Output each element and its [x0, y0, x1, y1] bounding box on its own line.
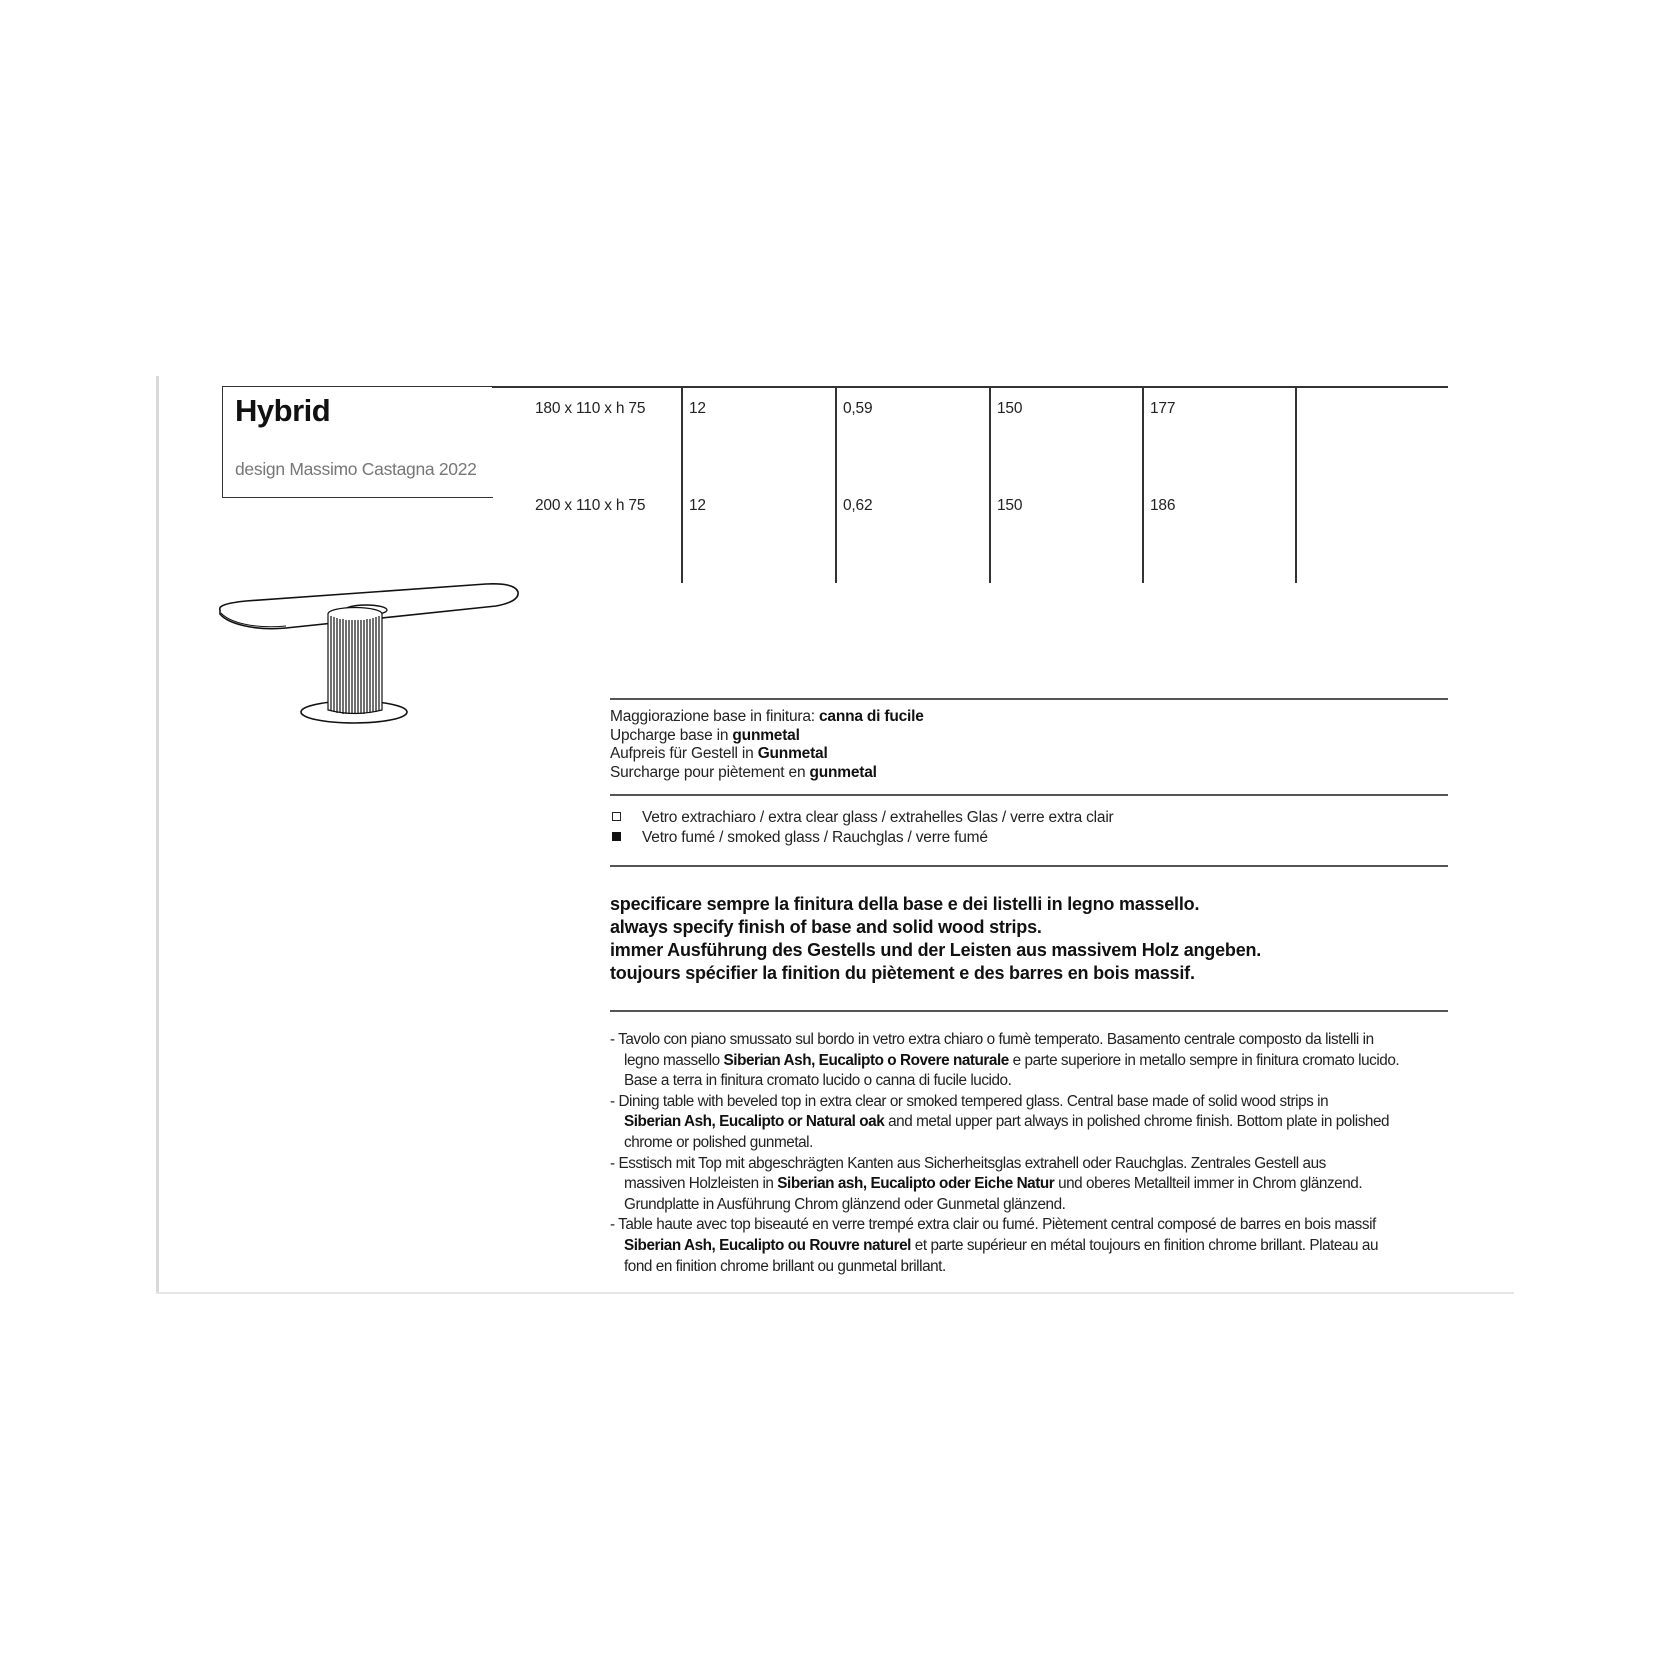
upcharge-line: Surcharge pour piètement en gunmetal	[610, 763, 877, 781]
upcharge-line: Aufpreis für Gestell in Gunmetal	[610, 745, 828, 762]
product-title-box	[222, 386, 493, 498]
spec-column-divider	[1142, 386, 1144, 583]
spec-cell: 12	[689, 400, 706, 417]
glass-option: Vetro extrachiaro / extra clear glass / extrahelles Glas / verre extra clair	[610, 808, 1114, 828]
spec-table-top-rule	[492, 386, 1448, 388]
description-line: Siberian Ash, Eucalipto or Natural oak and metal upper part always in polished chrome finish. Bottom plate in polished	[624, 1113, 1390, 1131]
notice-line: specificare sempre la finitura della base e dei listelli in legno massello.	[610, 894, 1200, 914]
glass-option: Vetro fumé / smoked glass / Rauchglas / verre fumé	[610, 828, 1114, 848]
description-line: - Dining table with beveled top in extra clear or smoked tempered glass. Central base made of solid wood strips in	[610, 1092, 1329, 1110]
notice-line: always specify finish of base and solid wood strips.	[610, 917, 1042, 937]
spec-cell: 150	[997, 400, 1023, 417]
spec-column-divider	[835, 386, 837, 583]
table-drawing-icon	[216, 576, 522, 724]
upcharge-line: Maggiorazione base in finitura: canna di fucile	[610, 708, 924, 725]
description-line: - Table haute avec top biseauté en verre trempé extra clair ou fumé. Piètement central composé de barres en bois massif	[610, 1216, 1376, 1234]
product-designer: design Massimo Castagna 2022	[235, 459, 477, 479]
description-line: Grundplatte in Ausführung Chrom glänzend oder Gunmetal glänzend.	[624, 1195, 1066, 1213]
section-divider	[610, 1010, 1448, 1012]
description-line: fond en finition chrome brillant ou gunmetal brillant.	[624, 1257, 946, 1275]
finish-notice	[610, 893, 1261, 985]
notice-line: toujours spécifier la finition du piètement e des barres en bois massif.	[610, 963, 1195, 983]
spec-size: 180 x 110 x h 75	[535, 400, 646, 417]
section-divider	[610, 698, 1448, 700]
section-divider	[610, 794, 1448, 796]
filled-square-icon	[612, 832, 621, 841]
description-line: Base a terra in finitura cromato lucido o canna di fucile lucido.	[624, 1072, 1012, 1090]
sheet-left-border	[156, 376, 159, 1294]
description-line: Siberian Ash, Eucalipto ou Rouvre naturel et parte supérieur en métal toujours en finition chrome brillant. Plateau au	[624, 1236, 1379, 1254]
spec-column-divider	[989, 386, 991, 583]
description-line: chrome or polished gunmetal.	[624, 1133, 813, 1151]
description-line: massiven Holzleisten in Siberian ash, Eucalipto oder Eiche Natur und oberes Metallteil immer in Chrom glänzend.	[624, 1175, 1363, 1193]
glass-options-legend	[610, 808, 1114, 848]
spec-cell: 186	[1150, 497, 1176, 514]
section-divider	[610, 865, 1448, 867]
description-line: - Esstisch mit Top mit abgeschrägten Kanten aus Sicherheitsglas extrahell oder Rauchglas. Zentrales Gestell aus	[610, 1154, 1326, 1172]
spec-cell: 177	[1150, 400, 1176, 417]
notice-line: immer Ausführung des Gestells und der Leisten aus massivem Holz angeben.	[610, 940, 1262, 960]
description-line: legno massello Siberian Ash, Eucalipto o Rovere naturale e parte superiore in metallo sempre in finitura cromato lucido.	[624, 1051, 1400, 1069]
spec-cell: 0,62	[843, 497, 873, 514]
sheet-bottom-border	[156, 1292, 1514, 1294]
spec-cell: 150	[997, 497, 1023, 514]
upcharge-line: Upcharge base in gunmetal	[610, 726, 800, 744]
spec-cell: 0,59	[843, 400, 873, 417]
spec-column-divider	[681, 386, 683, 583]
upcharge-notes	[610, 708, 924, 782]
spec-column-divider	[1295, 386, 1297, 583]
spec-size: 200 x 110 x h 75	[535, 497, 646, 514]
product-description	[610, 1030, 1456, 1277]
description-line: - Tavolo con piano smussato sul bordo in vetro extra chiaro o fumè temperato. Basamento centrale composto da listelli in	[610, 1031, 1374, 1048]
product-name: Hybrid	[235, 393, 331, 428]
empty-square-icon	[612, 812, 621, 821]
spec-cell: 12	[689, 497, 706, 514]
